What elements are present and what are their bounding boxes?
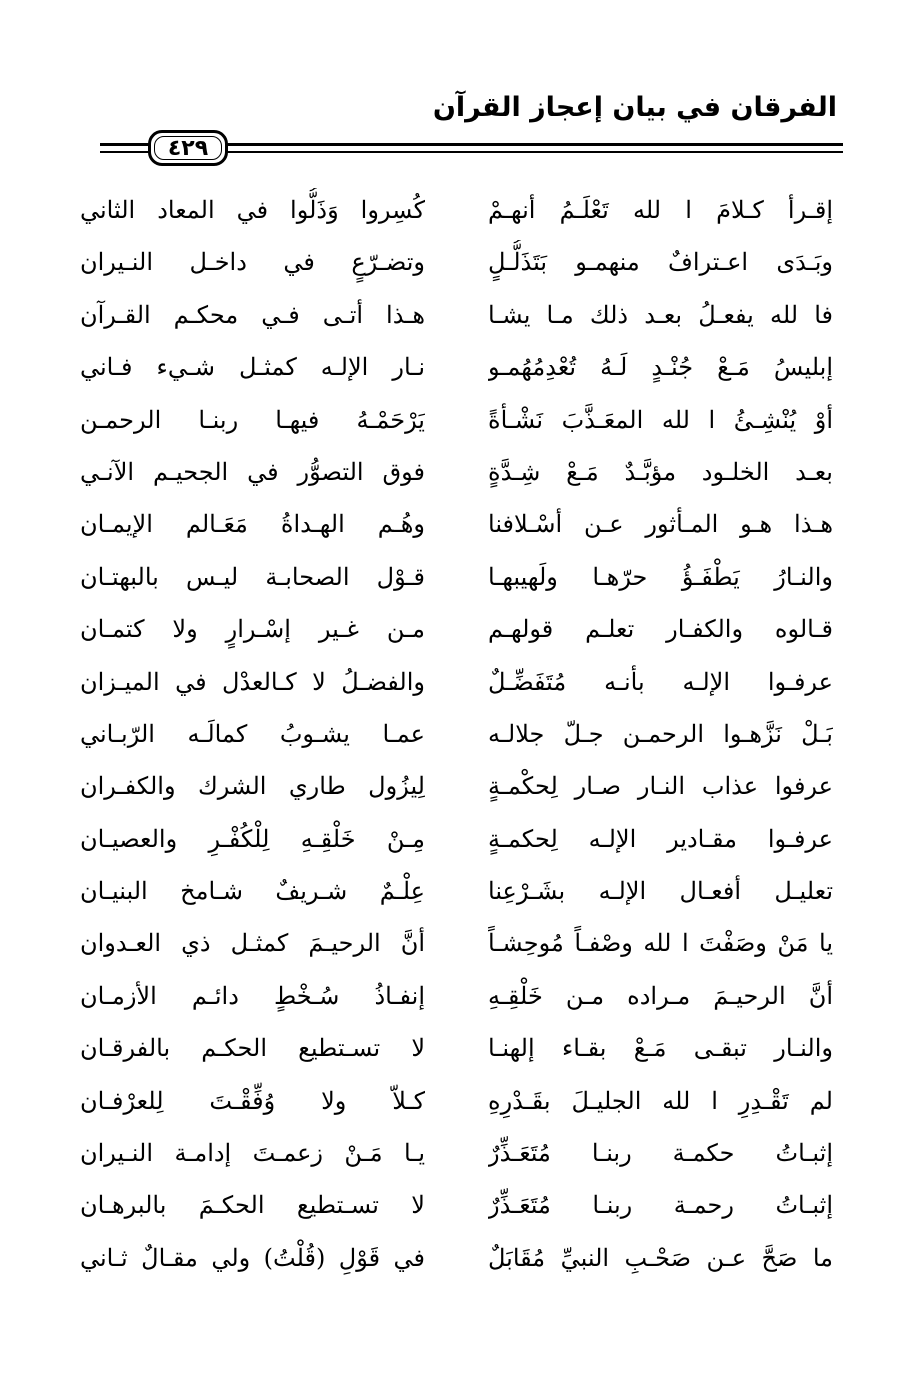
verse-first-hemistich: والنـار تبقـى مَـعْ بقـاء إلهنـا <box>488 1034 833 1063</box>
verse-second-hemistich: يـا مَـنْ زعمـتَ إدامـة النـيران <box>80 1139 425 1168</box>
verse-first-hemistich: والنـارُ يَطْفَـؤُ حرّهـا ولَهيبهـا <box>488 562 833 591</box>
header-title: الفرقان في بيان إعجاز القرآن <box>432 92 837 123</box>
verse-second-hemistich: وتضـرّعٍ في داخـل النـيران <box>80 248 425 277</box>
verse-second-hemistich: مـن غـير إسْـرارٍ ولا كتمـان <box>80 615 425 644</box>
verse-first-hemistich: عرفـوا الإلـه بأنـه مُتَفَضِّـلٌ <box>488 667 833 696</box>
verse-first-hemistich: بعـد الخلـود مؤبَّـدٌ مَـعْ شِـدَّةٍ <box>488 457 833 486</box>
verse-first-hemistich: إقـرأ كـلامَ ا لله تَعْلَـمُ أنهـمْ <box>488 196 833 224</box>
verse-second-hemistich: أنَّ الرحيـمَ كمثـل ذي العـدوان <box>80 929 425 958</box>
sadr-column <box>488 188 833 1288</box>
verse-first-hemistich: هـذا هـو المـأثور عـن أسْـلافنا <box>488 510 833 539</box>
page-number-badge <box>148 130 228 166</box>
verse-second-hemistich: يَرْحَمْـهُ فيهـا ربنـا الرحمـن <box>80 405 425 434</box>
verse-second-hemistich: لِيزُول طاري الشرك والكفـران <box>80 772 425 801</box>
verse-first-hemistich: ما صَحَّ عـن صَحْـبِ النبيِّ مُقَابَلٌ <box>488 1243 833 1272</box>
verse-second-hemistich: كـلاّ ولا وُفِّقْـتَ لِلعرْفـان <box>80 1086 425 1115</box>
verse-second-hemistich: فوق التصوُّر في الجحيـم الآنـي <box>80 457 425 486</box>
verse-second-hemistich: إنفـاذُ سُـخْطٍ دائـم الأزمـان <box>80 981 425 1010</box>
verse-first-hemistich: قـالوه والكفـار تعلـم قولهـم <box>488 615 833 644</box>
ajuz-column <box>80 188 425 1288</box>
verse-first-hemistich: وبَـدَى اعـترافٌ منهمـو بَتَذَلُّـلٍ <box>488 248 833 277</box>
verse-first-hemistich: فا لله يفعـلُ بعـد ذلك مـا يشـا <box>488 300 833 329</box>
verse-first-hemistich: تعليـل أفعـال الإلـه بشَـرْعِنا <box>488 877 833 906</box>
verse-first-hemistich: عرفـوا مقـادير الإلـه لِحكمـةٍ <box>488 824 833 853</box>
verse-first-hemistich: أنَّ الرحيـمَ مـراده مـن خَلْقِـهِ <box>488 981 833 1010</box>
verse-first-hemistich: إثبـاتُ حكمـة ربنـا مُتَعَـذِّرٌ <box>488 1139 833 1168</box>
verse-first-hemistich: بَـلْ نَزَّهـوا الرحمـن جـلّ جلالـه <box>488 719 833 748</box>
verse-first-hemistich: إبليسُ مَـعْ جُنْـدٍ لَـهُ تُعْدِمُهُمـو <box>488 353 833 382</box>
verse-second-hemistich: لا تسـتطيع الحكـم بالفرقـان <box>80 1034 425 1063</box>
verse-second-hemistich: قـوْل الصحابـة ليـس بالبهتـان <box>80 562 425 591</box>
verse-first-hemistich: إثبـاتُ رحمـة ربنـا مُتَعَـذِّرٌ <box>488 1191 833 1220</box>
verse-second-hemistich: كُسِروا وَذَلُّوا في المعاد الثاني <box>80 196 425 224</box>
verse-second-hemistich: عمـا يشـوبُ كمالَـه الرّبـاني <box>80 719 425 748</box>
verse-first-hemistich: أوْ يُنْشِـئُ ا لله المعَـذَّبَ نَشْـأةً <box>488 405 833 434</box>
verse-second-hemistich: هـذا أتـى فـي محكـم القـرآن <box>80 300 425 329</box>
verse-first-hemistich: لم تَقْـدِرِ ا لله الجليـلَ بقَـدْرِهِ <box>488 1086 833 1115</box>
verse-second-hemistich: نـار الإلـه كمثـل شـيء فـاني <box>80 353 425 382</box>
verse-second-hemistich: مِـنْ خَلْقِـهِ لِلْكُفْـرِ والعصيـان <box>80 824 425 853</box>
verse-first-hemistich: عرفوا عذاب النـار صـار لِحكْمـةٍ <box>488 772 833 801</box>
verse-second-hemistich: عِلْـمٌ شـريفٌ شـامخ البنيـان <box>80 877 425 906</box>
verse-first-hemistich: يا مَنْ وصَفْتَ ا لله وصْفـاً مُوحِشـاً <box>488 929 833 958</box>
verse-second-hemistich: وهُـم الهـداةُ مَعَـالم الإيمـان <box>80 510 425 539</box>
verse-second-hemistich: والفضـلُ لا كـالعدْل في الميـزان <box>80 667 425 696</box>
page-number: ٤٢٩ <box>167 135 209 161</box>
verse-second-hemistich: في قَوْلِ (قُلْتُ) ولي مقـالٌ ثـاني <box>80 1243 425 1272</box>
verse-second-hemistich: لا تسـتطيع الحكـمَ بالبرهـان <box>80 1191 425 1220</box>
